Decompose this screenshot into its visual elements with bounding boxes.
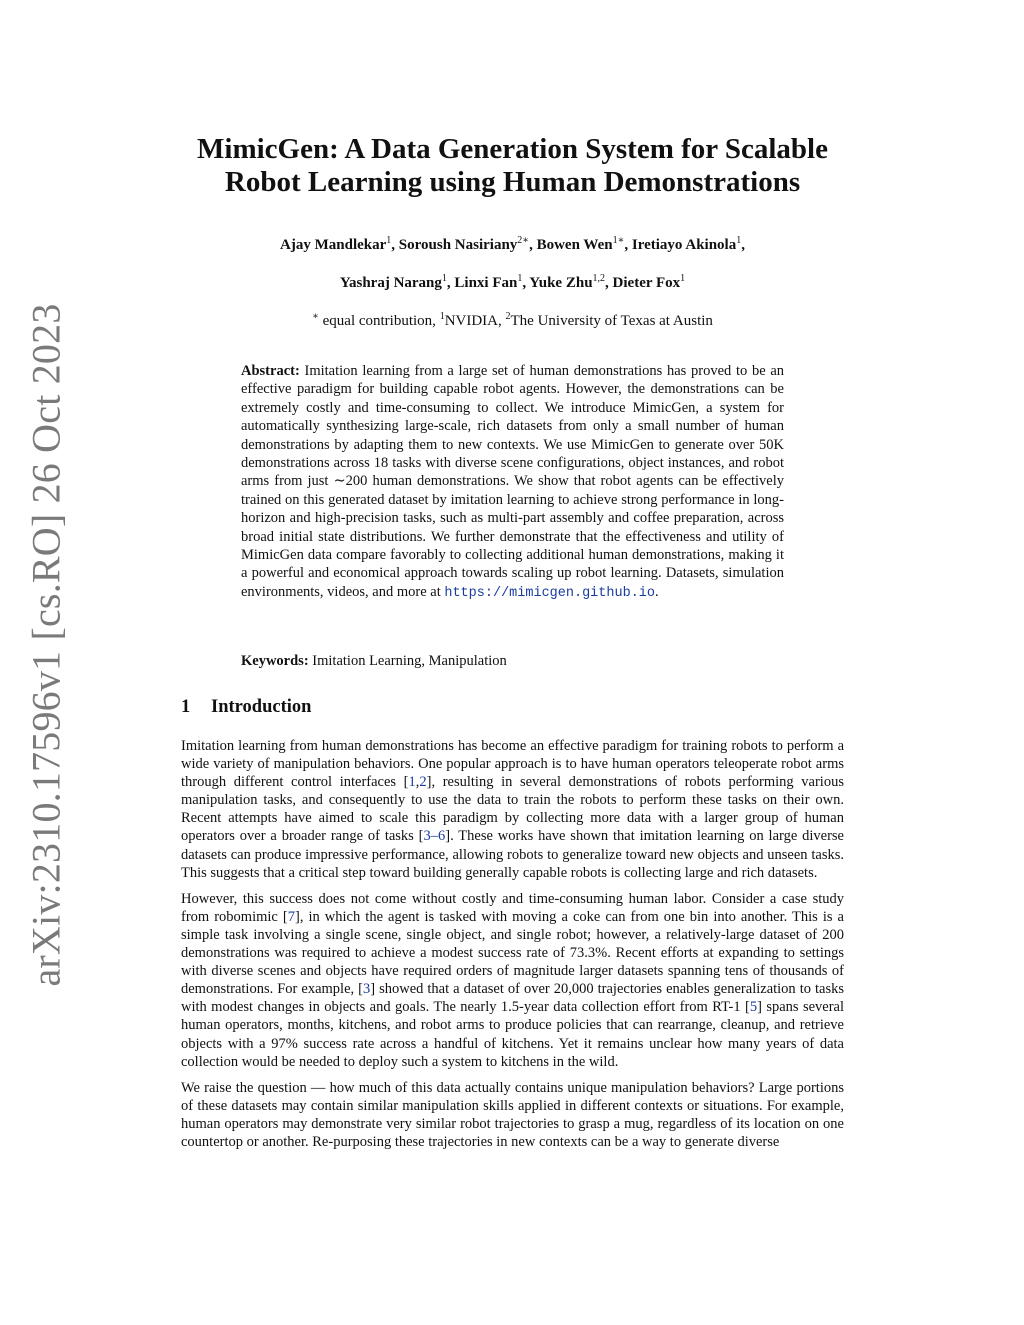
equal-contribution-note: equal contribution, xyxy=(318,313,440,329)
paper-title xyxy=(141,133,884,199)
citation-link[interactable]: 3 xyxy=(362,981,371,998)
author-separator: , xyxy=(624,237,632,253)
affiliation-mark: 2 xyxy=(505,311,511,322)
author-affiliation-mark: 1 xyxy=(441,273,447,284)
abstract-text: Imitation learning from a large set of human demonstrations has proved to be an effective paradigm for building capable robot agents. However, the demonstrations can be extremely costly and time-consuming to collect. We introduce MimicGen, a system for automatically synthesizing large-scale, rich datasets from only a small number of human demonstrations by adapting them to new contexts. We use MimicGen to generate over 50K demonstrations across 18 tasks with diverse scene configurations, object instances, and robot arms from just ∼200 human demonstrations. We show that robot agents can be effectively trained on this generated dataset by imitation learning to achieve strong performance in long-horizon and high-precision tasks, such as multi-part assembly and coffee preparation, across broad initial state distributions. We further demonstrate that the effectiveness and utility of MimicGen data compare favorably to collecting additional human demonstrations, making it a powerful and economical approach towards scaling up robot learning. Datasets, simulation environments, videos, and more at xyxy=(241,363,785,600)
body-paragraph xyxy=(181,737,844,882)
body-paragraph xyxy=(181,890,844,1071)
author-name: Dieter Fox xyxy=(612,275,681,291)
citation-link[interactable]: 3–6 xyxy=(423,828,446,845)
author-name: Linxi Fan xyxy=(454,275,518,291)
keywords xyxy=(241,652,784,670)
author-list-line-2 xyxy=(181,273,844,293)
paragraph-text: ] spans several human operators, months, kitchens, and robot arms to produce policies that can rearrange, cleanup, and retrieve objects with a 97% success rate across a handful of kitchens. Yet it remains unclear how many years of data collection would be needed to deploy such a system to kitchens in the wild. xyxy=(181,999,844,1070)
body-paragraph xyxy=(181,1079,844,1151)
paragraph-text: Imitation learning from human demonstrations has become an effective paradigm for training robots to perform a wide variety of manipulation behaviors. One popular approach is to have human operators teleoperate robot arms through different control interfaces [ xyxy=(181,738,844,791)
abstract-label: Abstract: xyxy=(241,363,300,379)
section-number: 1 xyxy=(181,697,191,717)
affiliation-nvidia: NVIDIA, xyxy=(444,313,506,329)
author-name: Yashraj Narang xyxy=(339,275,442,291)
keywords-text: Imitation Learning, Manipulation xyxy=(308,653,507,669)
section-heading-introduction xyxy=(181,695,311,719)
affiliations-line xyxy=(181,311,844,331)
title-line-1: MimicGen: A Data Generation System for Scalable xyxy=(197,133,828,165)
author-separator: , xyxy=(522,275,530,291)
author-affiliation-mark: 1,2 xyxy=(592,273,606,284)
author-name: Ajay Mandlekar xyxy=(280,237,387,253)
section-title: Introduction xyxy=(211,697,312,717)
citation-link[interactable]: 5 xyxy=(749,999,758,1016)
paragraph-text: However, this success does not come without costly and time-consuming human labor. Consider a case study from robomimic [ xyxy=(181,890,844,925)
author-separator: , xyxy=(529,237,537,253)
title-line-2: Robot Learning using Human Demonstrations xyxy=(224,166,801,198)
author-affiliation-mark: 1 xyxy=(386,235,392,246)
author-separator: , xyxy=(391,237,399,253)
author-name: Bowen Wen xyxy=(536,237,613,253)
author-name: Iretiayo Akinola xyxy=(631,237,737,253)
author-affiliation-mark: 1∗ xyxy=(612,235,625,246)
paragraph-text: We raise the question — how much of this data actually contains unique manipulation behaviors? Large portions of these datasets may contain similar manipulation skills applied in different contexts or situations. For example, human operators may demonstrate very similar robot trajectories to grasp a mug, regardless of its location on one countertop or another. Re-purposing these trajectories in new contexts can be a way to generate diverse xyxy=(181,1079,844,1150)
citation-link[interactable]: 7 xyxy=(287,908,295,925)
affiliation-ut-austin: The University of Texas at Austin xyxy=(510,313,713,329)
author-affiliation-mark: 1 xyxy=(736,235,742,246)
keywords-label: Keywords: xyxy=(241,653,309,669)
author-name: Soroush Nasiriany xyxy=(398,237,518,253)
citation-link[interactable]: 1 xyxy=(408,774,416,791)
author-separator: , xyxy=(446,275,455,291)
paragraph-text: , xyxy=(415,774,420,791)
equal-contribution-mark: ∗ xyxy=(312,311,319,322)
paragraph-text: ], in which the agent is tasked with moving a coke can from one bin into another. This is a simple task involving a single scene, single object, and single robot; however, a relatively-large dataset of 200 demonstrations was required to achieve a modest success rate of 73.3%. Recent efforts at expanding to settings with diverse scenes and objects have required orders of magnitude larger datasets spanning tens of thousands of demonstrations. For example, [ xyxy=(181,908,844,998)
author-list-line-1 xyxy=(181,235,844,255)
author-affiliation-mark: 2∗ xyxy=(517,235,530,246)
abstract-end-punctuation: . xyxy=(655,583,659,600)
project-url-link[interactable]: https://mimicgen.github.io xyxy=(444,585,655,601)
abstract xyxy=(241,362,784,603)
author-separator: , xyxy=(741,237,745,253)
introduction-body xyxy=(181,737,844,1159)
author-separator: , xyxy=(605,275,613,291)
paragraph-text: ] showed that a dataset of over 20,000 trajectories enables generalization to tasks with modest changes in objects and goals. The nearly 1.5-year data collection effort from RT-1 [ xyxy=(181,981,844,1016)
author-name: Yuke Zhu xyxy=(529,275,593,291)
author-affiliation-mark: 1 xyxy=(680,273,686,284)
paragraph-text: ]. These works have shown that imitation learning on large diverse datasets can produce impressive performance, allowing robots to generalize toward new objects and unseen tasks. This suggests that a critical step toward building generally capable robots is collecting large and rich datasets. xyxy=(181,828,844,881)
citation-link[interactable]: 2 xyxy=(419,774,427,791)
affiliation-mark: 1 xyxy=(439,311,445,322)
arxiv-identifier-stamp: arXiv:2310.17596v1 [cs.RO] 26 Oct 2023 xyxy=(23,303,69,987)
paragraph-text: ], resulting in several demonstrations of robots performing various manipulation tasks, and consequently to use the data to train the robots to perform these tasks on their own. Recent attempts have aimed to scale this paradigm by collecting more data with a larger group of human operators over a broader range of tasks [ xyxy=(181,774,844,845)
author-affiliation-mark: 1 xyxy=(517,273,523,284)
